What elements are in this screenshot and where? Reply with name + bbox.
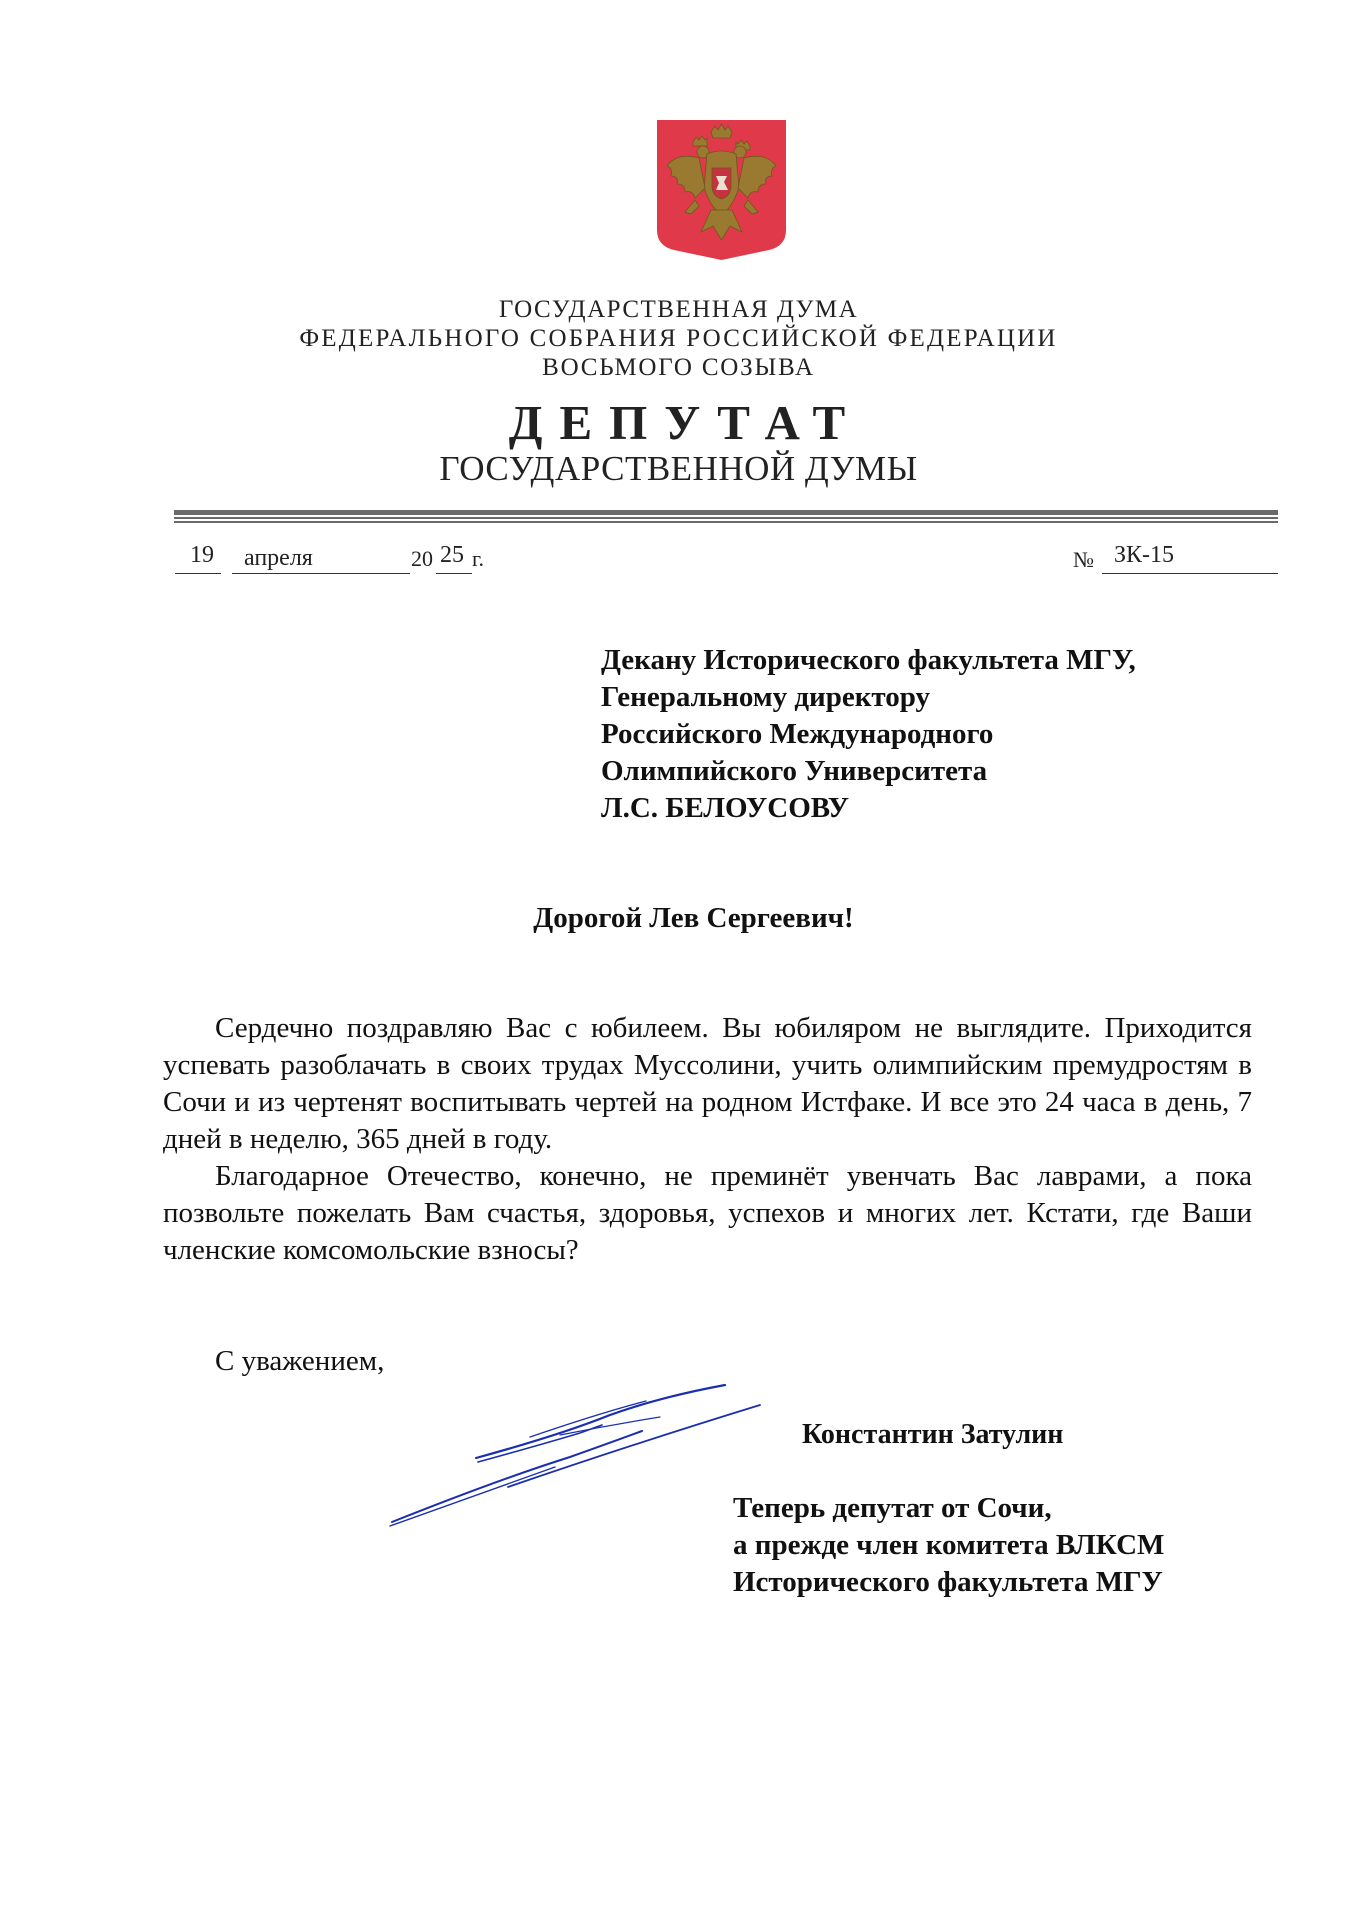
letterhead-title: ДЕПУТАТ [508,395,863,450]
letterhead-subtitle: ГОСУДАРСТВЕННОЙ ДУМЫ [439,449,918,488]
letter-body [163,1010,1252,1269]
body-paragraph: Благодарное Отечество, конечно, не преминёт увенчать Вас лаврами, а пока позвольте пожелать Вам счастья, здоровья, успехов и многих лет. Кстати, где Ваши членские комсомольские взносы? [163,1160,1252,1266]
addressee-line: Олимпийского Университета [601,755,988,787]
signer-title-line: Исторического факультета МГУ [733,1566,1163,1598]
header-divider-thin-2 [174,521,1278,523]
doc-number-label: № [1073,547,1094,572]
addressee-line: Генеральному директору [601,681,931,713]
date-month-underline [232,573,410,574]
greeting: Дорогой Лев Сергеевич! [533,902,854,934]
signer-title-line: Теперь депутат от Сочи, [733,1492,1052,1524]
signer-title-line: а прежде член комитета ВЛКСМ [733,1529,1165,1561]
closing: С уважением, [215,1345,385,1377]
header-line-duma: ГОСУДАРСТВЕННАЯ ДУМА [498,296,859,323]
addressee-block [601,642,1136,827]
date-month: апреля [244,545,313,571]
date-year-unit: г. [472,546,485,571]
signer-name: Константин Затулин [802,1419,1064,1450]
addressee-line: Российского Международного [601,718,994,750]
signer-title-block [733,1490,1164,1601]
header-divider-thick [174,510,1278,515]
date-year-underline [436,573,472,574]
body-paragraph: Сердечно поздравляю Вас с юбилеем. Вы юбиляром не выглядите. Приходится успевать разоблачать в своих трудах Муссолини, учить олимпийским премудростям в Сочи и из чертенят воспитывать чертей на родном Истфаке. И все это 24 часа в день, 7 дней в неделю, 365 дней в году. [163,1012,1252,1155]
addressee-line: Декану Исторического факультета МГУ, [601,644,1136,676]
date-day: 19 [190,542,214,568]
date-year-suffix: 25 [440,542,464,568]
header-line-assembly: ФЕДЕРАЛЬНОГО СОБРАНИЯ РОССИЙСКОЙ ФЕДЕРАЦИИ [299,325,1058,352]
handwritten-signature [380,1375,770,1535]
coat-of-arms-emblem [655,118,788,262]
date-day-underline [175,573,221,574]
date-year-prefix: 20 [411,546,433,571]
header-line-convocation: ВОСЬМОГО СОЗЫВА [542,354,815,381]
addressee-line: Л.С. БЕЛОУСОВУ [601,792,850,824]
header-divider-thin [174,517,1278,519]
doc-number-underline [1102,573,1278,574]
doc-number-value: ЗК-15 [1114,542,1175,568]
